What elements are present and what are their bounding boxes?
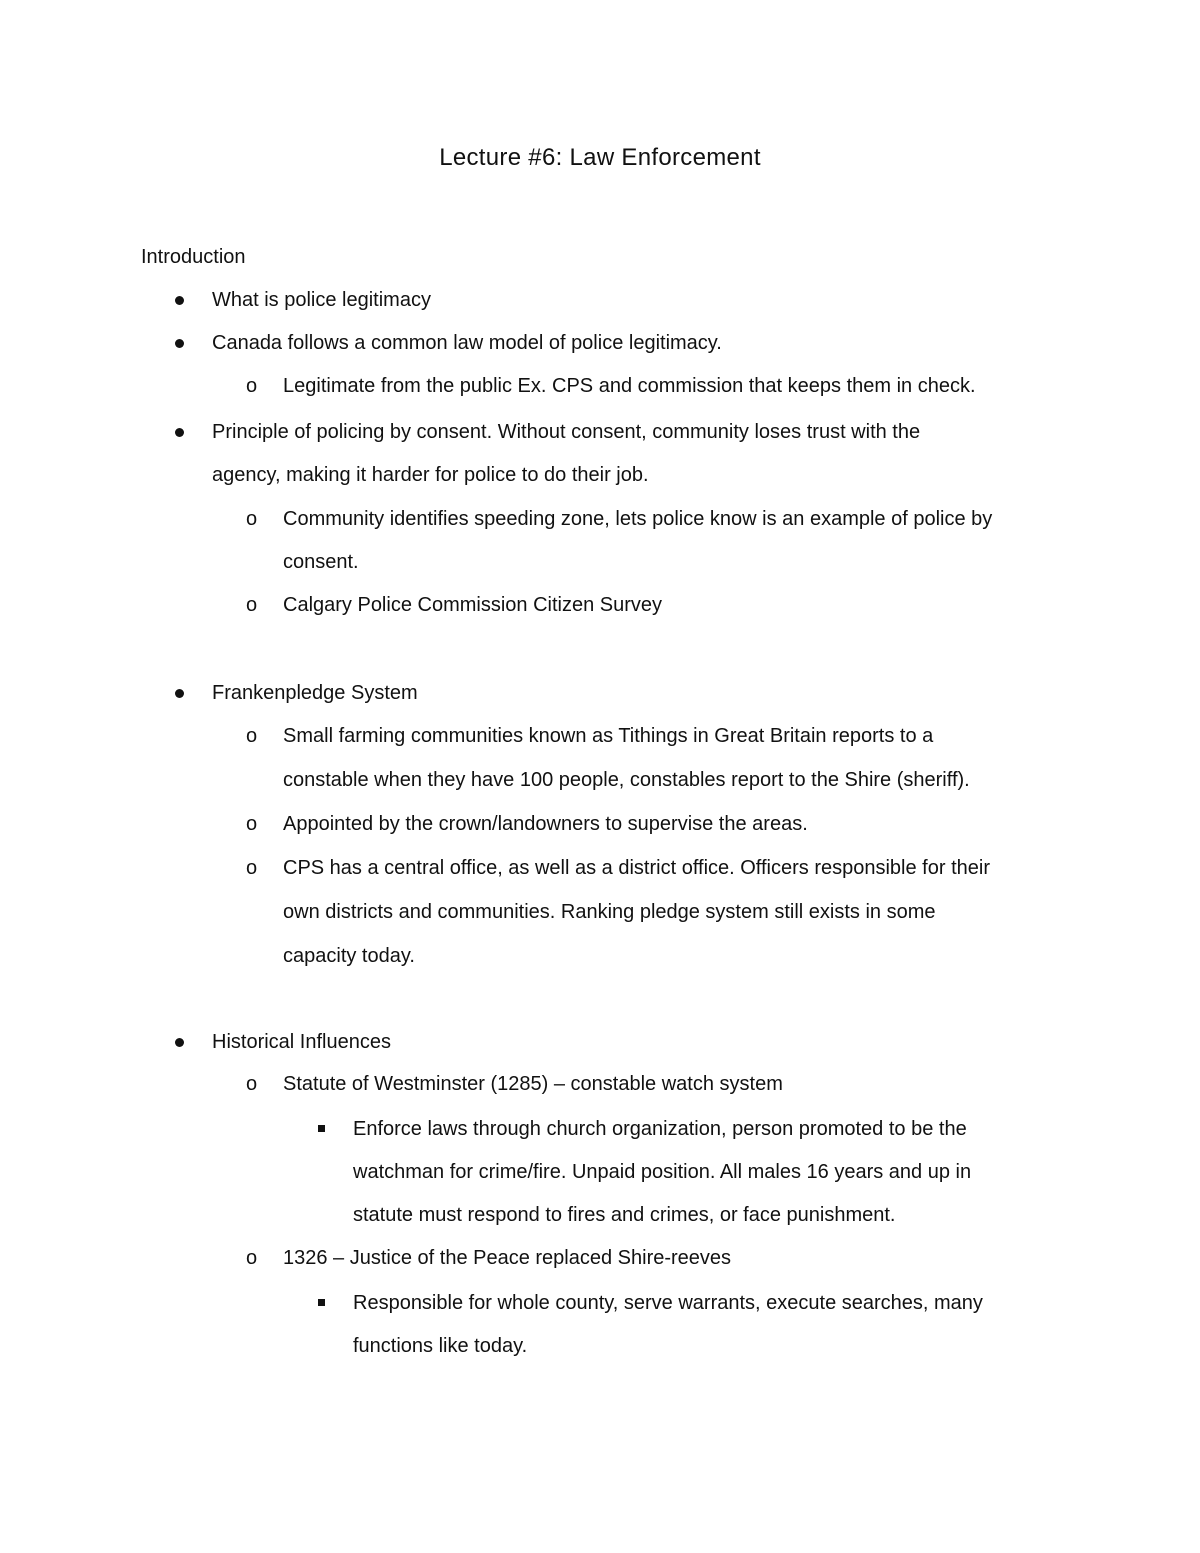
sub-sub-list-item-continuation: statute must respond to fires and crimes, or face punishment.: [353, 1204, 896, 1226]
bullet-square-icon: [318, 1299, 325, 1306]
sub-list-item: 1326 – Justice of the Peace replaced Shire-reeves: [283, 1247, 732, 1269]
sub-list-item-continuation: capacity today.: [283, 945, 415, 967]
sub-list-item-continuation: own districts and communities. Ranking pledge system still exists in some: [283, 901, 936, 923]
sub-list-item-continuation: constable when they have 100 people, constables report to the Shire (sheriff).: [283, 769, 970, 791]
bullet-circle-icon: o: [246, 1247, 258, 1269]
bullet-circle-icon: o: [246, 813, 258, 835]
sub-list-item: Statute of Westminster (1285) – constable watch system: [283, 1073, 783, 1095]
list-item: Frankenpledge System: [212, 682, 418, 704]
bullet-dot-icon: [175, 339, 184, 348]
bullet-circle-icon: o: [246, 857, 258, 879]
bullet-circle-icon: o: [246, 1073, 258, 1095]
sub-list-item: CPS has a central office, as well as a district office. Officers responsible for their: [283, 857, 990, 879]
bullet-circle-icon: o: [246, 508, 258, 530]
section-heading: Introduction: [141, 246, 246, 268]
bullet-dot-icon: [175, 1038, 184, 1047]
sub-sub-list-item: Responsible for whole county, serve warrants, execute searches, many: [353, 1292, 983, 1314]
sub-sub-list-item-continuation: functions like today.: [353, 1335, 528, 1357]
bullet-circle-icon: o: [246, 725, 258, 747]
bullet-square-icon: [318, 1125, 325, 1132]
list-item-continuation: agency, making it harder for police to do their job.: [212, 464, 649, 486]
list-item: Principle of policing by consent. Without consent, community loses trust with the: [212, 421, 921, 443]
sub-sub-list-item-continuation: watchman for crime/fire. Unpaid position. All males 16 years and up in: [353, 1161, 972, 1183]
list-item: Canada follows a common law model of police legitimacy.: [212, 332, 722, 354]
sub-list-item: Calgary Police Commission Citizen Survey: [283, 594, 663, 616]
bullet-dot-icon: [175, 428, 184, 437]
list-item: What is police legitimacy: [212, 289, 431, 311]
sub-list-item-continuation: consent.: [283, 551, 359, 573]
bullet-circle-icon: o: [246, 594, 258, 616]
sub-list-item: Appointed by the crown/landowners to supervise the areas.: [283, 813, 808, 835]
page-title: Lecture #6: Law Enforcement: [439, 144, 761, 171]
bullet-dot-icon: [175, 689, 184, 698]
list-item: Historical Influences: [212, 1031, 391, 1053]
sub-list-item: Community identifies speeding zone, lets police know is an example of police by: [283, 508, 993, 530]
sub-list-item: Small farming communities known as Tithings in Great Britain reports to a: [283, 725, 934, 747]
bullet-dot-icon: [175, 296, 184, 305]
sub-sub-list-item: Enforce laws through church organization, person promoted to be the: [353, 1118, 967, 1140]
sub-list-item: Legitimate from the public Ex. CPS and commission that keeps them in check.: [283, 375, 976, 397]
bullet-circle-icon: o: [246, 375, 258, 397]
